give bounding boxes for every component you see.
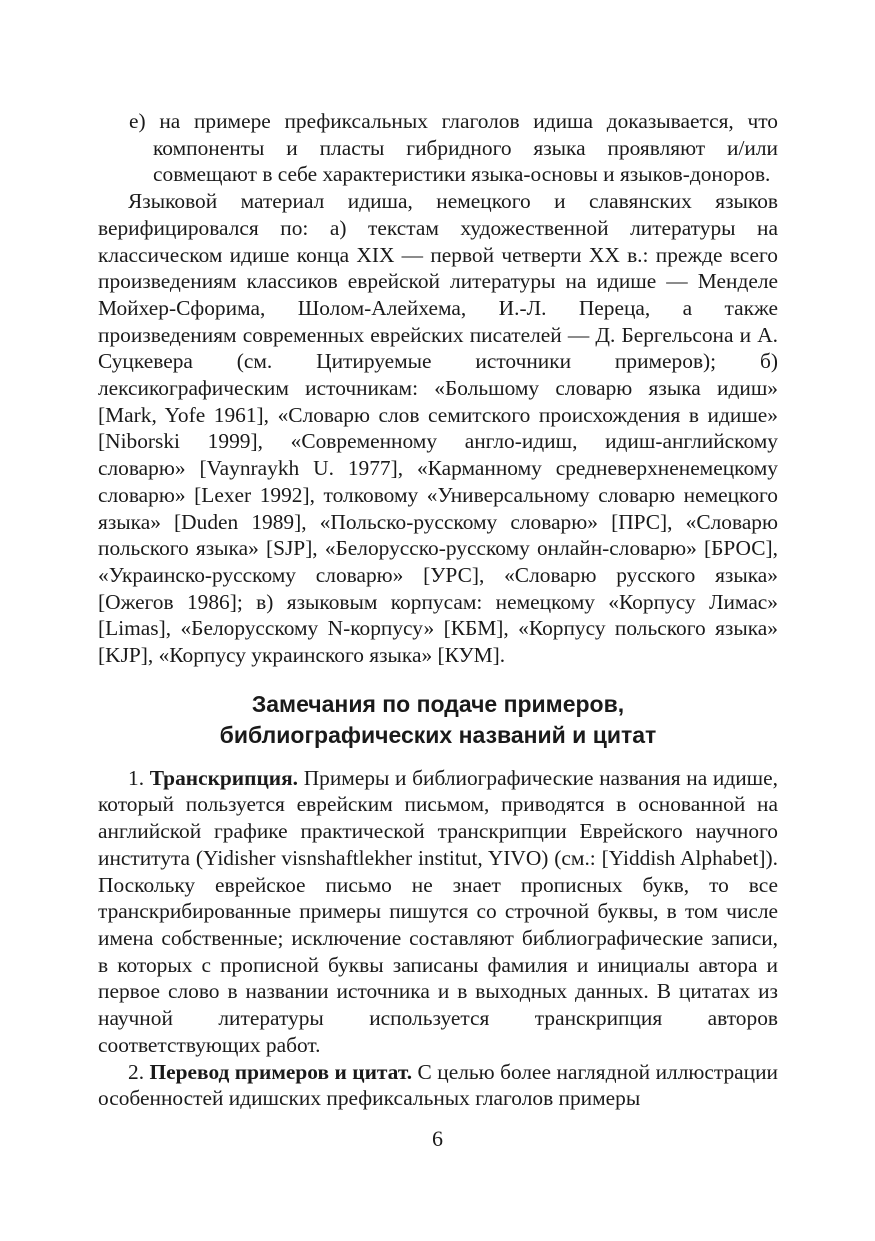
point-1-text: Примеры и библиографические названия на идише, который пользуется еврейским письмом, приводятся в основанной на английской графике практической транскрипции Еврейского научного института (Yidisher visnshaftlekher institut, YIVO) (см.: [Yiddish Alphabet]). Поскольку еврейское письмо не знает прописных букв, то все транскрибированные примеры пишутся со строчной буквы, в том числе имена собственные; исключение составляют библиографические записи, в которых с прописной буквы записаны фамилия и инициалы автора и первое слово в названии источника и в выходных данных. В цитатах из научной литературы используется транскрипция авторов соответствующих работ. [98,765,778,1057]
page-body [98,108,778,1112]
point-2-text: С целью более наглядной иллюстрации особенностей идишских префиксальных глаголов примеры [98,1059,778,1111]
list-item-e: е) на примере префиксальных глаголов идиша доказывается, что компоненты и пласты гибридного языка проявляют и/или совмещают в себе характеристики языка-основы и языков-доноров. [129,109,778,187]
section-heading [98,689,778,751]
paragraph-material: Языковой материал идиша, немецкого и славянских языков верифицировался по: а) текстам художественной литературы на классическом идише конца XIX — первой четверти XX в.: прежде всего произведениям классиков еврейской литературы на идише — Менделе Мойхер-Сфорима, Шолом-Алейхема, И.-Л. Переца, а также произведениям современных еврейских писателей — Д. Бергельсона и А. Суцкевера (см. Цитируемые источники примеров); б) лексикографическим источникам: «Большому словарю языка идиш» [Mark, Yofe 1961], «Словарю слов семитского происхождения в идише» [Niborski 1999], «Современному англо-идиш, идиш-английскому словарю» [Vaynraykh U. 1977], «Карманному средневерхненемецкому словарю» [Lexer 1992], толковому «Универсальному словарю немецкого языка» [Duden 1989], «Польско-русскому словарю» [ПРС], «Словарю польского языка» [SJP], «Белорусско-русскому онлайн-словарю» [БРОС], «Украинско-русскому словарю» [УРС], «Словарю русского языка» [Ожегов 1986]; в) языковым корпусам: немецкому «Корпусу Лимас» [Limas], «Белорусскому N-корпусу» [КБМ], «Корпусу польского языка» [KJP], «Корпусу украинского языка» [КУМ]. [98,189,778,668]
point-2-number: 2. [128,1059,145,1084]
point-2-paragraph [98,1059,778,1112]
point-1-paragraph [98,765,778,1059]
section-heading-line-2: библиографических названий и цитат [219,721,657,748]
point-1-title: Транскрипция. [149,765,299,790]
page-number: 6 [432,1126,443,1151]
point-1-number: 1. [128,765,145,790]
point-2-title: Перевод примеров и цитат. [149,1059,413,1084]
section-heading-line-1: Замечания по подаче примеров, [251,690,625,717]
